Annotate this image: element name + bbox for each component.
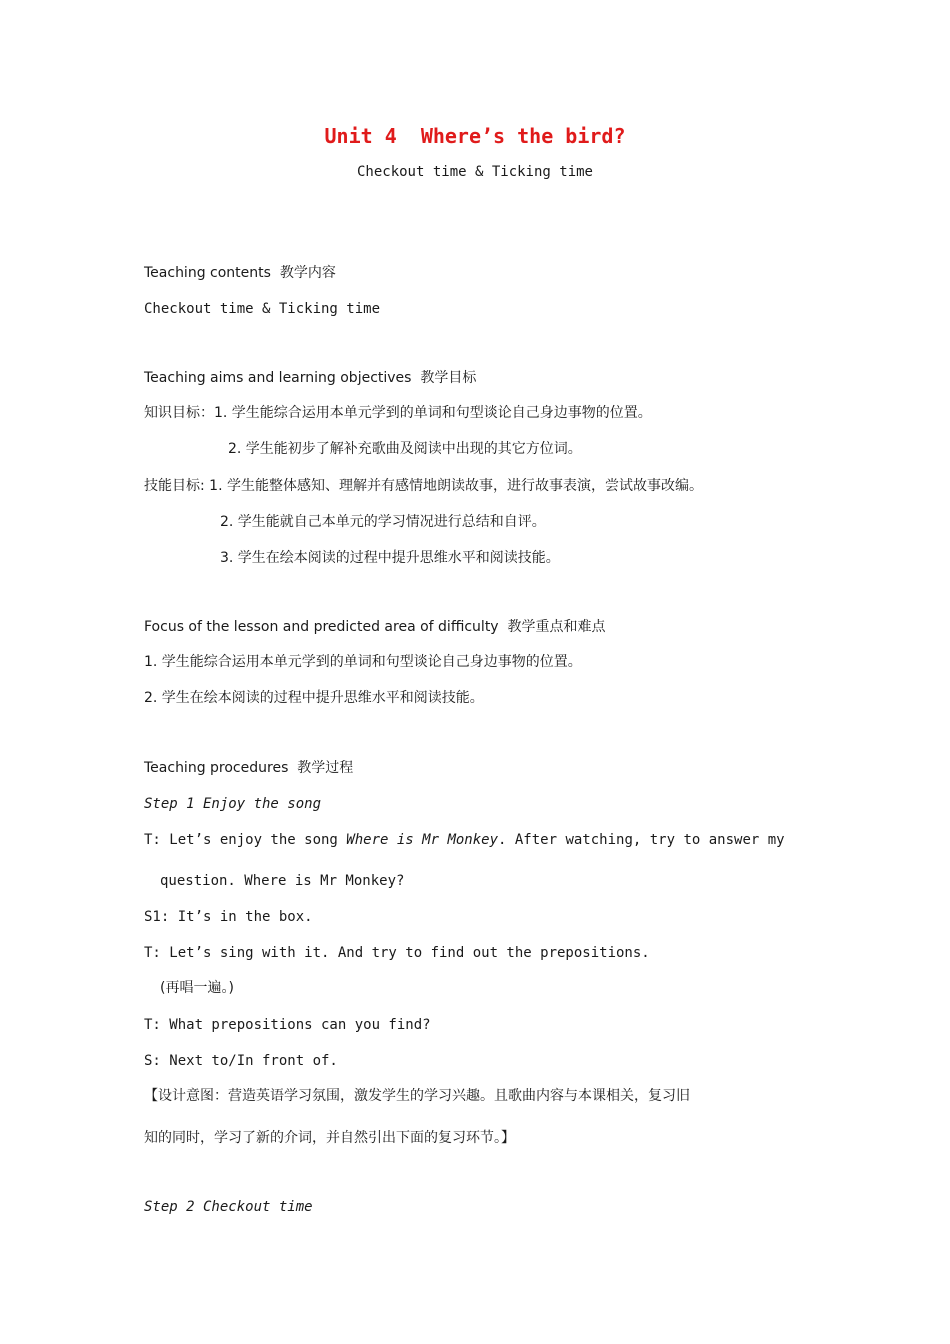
step1-heading: Step 1 Enjoy the song	[144, 796, 322, 812]
step2-heading: Step 2 Checkout time	[144, 1199, 313, 1215]
aims-knowledge-item-2: 2. 学生能初步了解补充歌曲及阅读中出现的其它方位词。	[228, 441, 582, 457]
aims-heading: Teaching aims and learning objectives 教学目标	[144, 370, 477, 386]
aims-skill-item-3: 3. 学生在绘本阅读的过程中提升思维水平和阅读技能。	[220, 550, 560, 566]
sing-again-note: (再唱一遍。)	[160, 980, 234, 996]
teacher-line-1-b: . After watching, try to answer my	[498, 832, 785, 848]
focus-item-2: 2. 学生在绘本阅读的过程中提升思维水平和阅读技能。	[144, 690, 484, 706]
aims-skill-item-2: 2. 学生能就自己本单元的学习情况进行总结和自评。	[220, 514, 546, 530]
teacher-line-2: T: Let’s sing with it. And try to find out the prepositions.	[144, 945, 650, 961]
document-subtitle: Checkout time & Ticking time	[356, 164, 593, 180]
document-title: Unit 4 Where’s the bird?	[324, 124, 626, 148]
student-line: S: Next to/In front of.	[144, 1053, 338, 1069]
teacher-line-3: T: What prepositions can you find?	[144, 1017, 431, 1033]
aims-knowledge-item-1: 知识目标：1. 学生能综合运用本单元学到的单词和句型谈论自己身边事物的位置。	[144, 405, 652, 421]
contents-heading: Teaching contents 教学内容	[144, 265, 336, 281]
student-1-line: S1: It’s in the box.	[144, 909, 313, 925]
teacher-line-1-continued: question. Where is Mr Monkey?	[160, 873, 405, 889]
song-title: Where is Mr Monkey	[346, 832, 499, 848]
contents-text: Checkout time & Ticking time	[144, 301, 381, 317]
procedures-heading: Teaching procedures 教学过程	[144, 760, 354, 776]
focus-item-1: 1. 学生能综合运用本单元学到的单词和句型谈论自己身边事物的位置。	[144, 654, 582, 670]
focus-heading: Focus of the lesson and predicted area of difficulty 教学重点和难点	[144, 619, 606, 635]
design-intent-line-2: 知的同时，学习了新的介词，并自然引出下面的复习环节。】	[144, 1130, 515, 1146]
teacher-line-1	[144, 830, 785, 850]
aims-skill-item-1: 技能目标: 1. 学生能整体感知、理解并有感情地朗读故事，进行故事表演，尝试故事改编。	[144, 478, 703, 494]
design-intent-line-1: 【设计意图：营造英语学习氛围，激发学生的学习兴趣。且歌曲内容与本课相关，复习旧	[144, 1088, 690, 1104]
teacher-line-1-a: T: Let’s enjoy the song	[144, 832, 347, 848]
